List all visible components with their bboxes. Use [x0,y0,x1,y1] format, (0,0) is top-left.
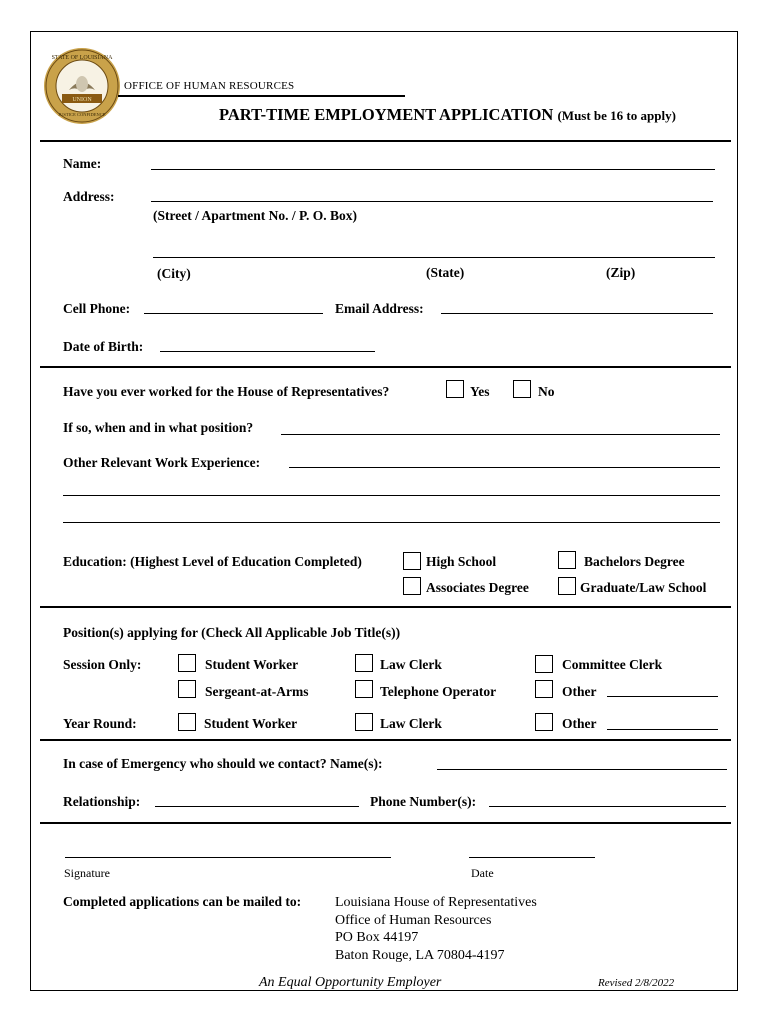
street-field[interactable] [151,201,713,202]
session-label: Session Only: [63,657,142,672]
date-label: Date [471,866,494,880]
signature-field[interactable] [65,857,391,858]
session-sergeant-label: Sergeant-at-Arms [205,684,309,699]
svg-text:UNION: UNION [72,97,92,103]
session-telephone-label: Telephone Operator [380,684,497,699]
session-other-checkbox[interactable] [535,680,553,698]
session-telephone-checkbox[interactable] [355,680,373,698]
session-student-worker-checkbox[interactable] [178,654,196,672]
experience-field[interactable] [289,467,720,468]
divider [40,739,731,741]
no-checkbox[interactable] [513,380,531,398]
svg-text:STATE OF LOUISIANA: STATE OF LOUISIANA [51,55,113,61]
revised-date: Revised 2/8/2022 [598,977,675,989]
relationship-label: Relationship: [63,794,141,809]
date-field[interactable] [469,857,595,858]
dob-field[interactable] [160,351,375,352]
session-committee-clerk-checkbox[interactable] [535,655,553,673]
name-label: Name: [63,156,102,171]
city-state-zip-field[interactable] [153,257,715,258]
header-underline [118,95,405,97]
bachelors-label: Bachelors Degree [584,554,685,569]
when-label: If so, when and in what position? [63,420,254,435]
year-other-checkbox[interactable] [535,713,553,731]
year-law-clerk-checkbox[interactable] [355,713,373,731]
session-other-label: Other [562,684,597,699]
session-sergeant-checkbox[interactable] [178,680,196,698]
year-law-clerk-label: Law Clerk [380,716,442,731]
session-other-field[interactable] [607,696,718,697]
phone-label: Phone Number(s): [370,794,477,809]
cell-field[interactable] [144,313,323,314]
page-title: PART-TIME EMPLOYMENT APPLICATION (Must be 16 to apply) [219,105,676,124]
city-hint: (City) [157,266,191,281]
positions-heading: Position(s) applying for (Check All Applicable Job Title(s)) [63,625,401,640]
graduate-checkbox[interactable] [558,577,576,595]
form-border [30,31,738,991]
year-other-field[interactable] [607,729,718,730]
high-school-label: High School [426,554,497,569]
mailing-address-line: PO Box 44197 [335,930,419,945]
graduate-label: Graduate/Law School [580,580,707,595]
state-hint: (State) [426,265,465,280]
session-law-clerk-checkbox[interactable] [355,654,373,672]
svg-text:JUSTICE CONFIDENCE: JUSTICE CONFIDENCE [58,112,106,117]
no-label: No [538,384,555,399]
year-label: Year Round: [63,716,137,731]
relationship-field[interactable] [155,806,359,807]
worked-question: Have you ever worked for the House of Representatives? [63,384,390,399]
signature-label: Signature [64,866,110,880]
email-label: Email Address: [335,301,424,316]
mailing-address-line: Office of Human Resources [335,912,492,928]
street-hint: (Street / Apartment No. / P. O. Box) [153,208,357,223]
mailing-address-line: Louisiana House of Representatives [335,895,537,910]
mailing-address-line: Baton Rouge, LA 70804-4197 [335,947,505,963]
session-law-clerk-label: Law Clerk [380,657,442,672]
year-other-label: Other [562,716,597,731]
year-student-worker-checkbox[interactable] [178,713,196,731]
bachelors-checkbox[interactable] [558,551,576,569]
divider [40,606,731,608]
louisiana-seal-logo [42,46,122,126]
emergency-question: In case of Emergency who should we contact? Name(s): [63,756,383,771]
yes-checkbox[interactable] [446,380,464,398]
associates-checkbox[interactable] [403,577,421,595]
education-label: Education: (Highest Level of Education Completed) [63,554,362,569]
divider [40,366,731,368]
yes-label: Yes [470,384,490,399]
mailing-address [335,894,537,964]
session-committee-clerk-label: Committee Clerk [562,657,663,672]
high-school-checkbox[interactable] [403,552,421,570]
cell-label: Cell Phone: [63,301,131,316]
year-student-worker-label: Student Worker [204,716,298,731]
divider [40,140,731,142]
emergency-name-field[interactable] [437,769,727,770]
divider [40,822,731,824]
dob-label: Date of Birth: [63,339,144,354]
address-label: Address: [63,189,115,204]
associates-label: Associates Degree [426,580,529,595]
when-field[interactable] [281,434,720,435]
session-student-worker-label: Student Worker [205,657,299,672]
experience-field-3[interactable] [63,522,720,523]
experience-field-2[interactable] [63,495,720,496]
office-name: OFFICE OF HUMAN RESOURCES [124,80,295,92]
eoe-text: An Equal Opportunity Employer [259,975,442,990]
experience-label: Other Relevant Work Experience: [63,455,261,470]
mailing-label: Completed applications can be mailed to: [63,894,302,909]
email-field[interactable] [441,313,713,314]
phone-field[interactable] [489,806,726,807]
zip-hint: (Zip) [606,265,636,280]
name-field[interactable] [151,169,715,170]
